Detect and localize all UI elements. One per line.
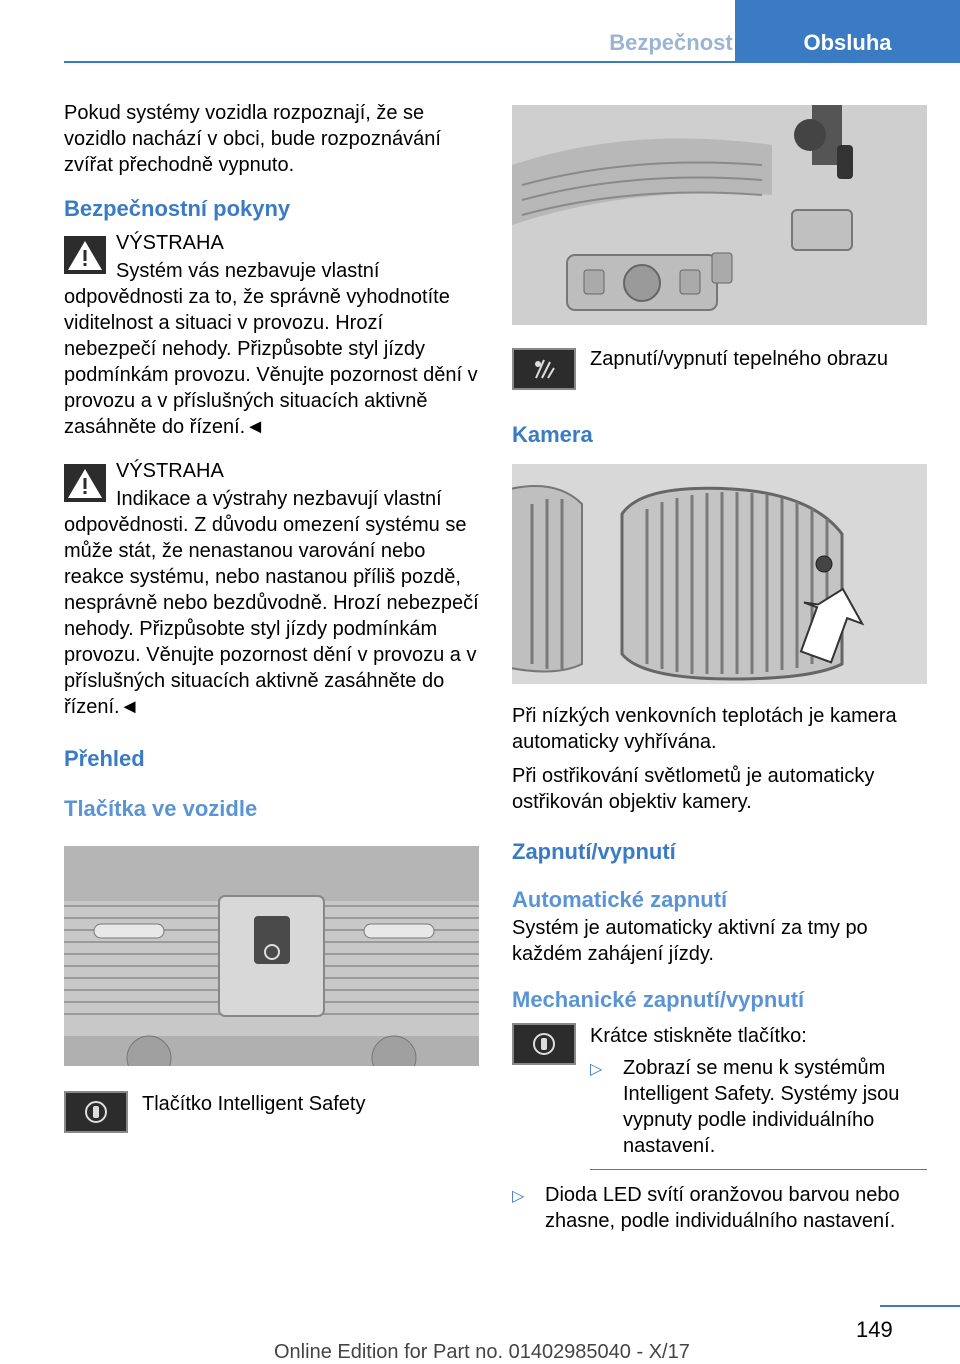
camera-paragraph-2: Při ostřikování světlometů je automaticky ostřikován objektiv kamery. [512, 765, 875, 813]
warning-title: VÝSTRAHA [116, 232, 224, 254]
dashboard-button-photo [64, 846, 479, 1066]
page-number: 149 [856, 1317, 893, 1342]
page-header [607, 0, 960, 62]
camera-paragraph-1: Při nízkých venkovních teplotách je kamera automaticky vyhřívána. [512, 705, 897, 753]
warning-block-1 [64, 228, 479, 440]
header-rule [64, 61, 960, 63]
left-column [64, 100, 479, 1133]
manual-heading: Mechanické zapnutí/vypnutí [512, 987, 805, 1012]
warning-text: Indikace a výstrahy nezbavují vlastní odpovědnosti. Z důvodu omezení systému se může stát, že nenastanou varování nebo reakce systému, nebo nastanou příliš pozdě, nesprávně nebo bezdůvodně. Hrozí nebezpečí nehody. Přizpůsobte styl jízdy podmínkám provozu. Věnujte pozornost dění v provozu a v příslušných situacích aktivně zasáhněte do řízení.◄ [64, 488, 479, 718]
auto-heading: Automatické zapnutí [512, 887, 728, 912]
button-caption-row [64, 1091, 479, 1133]
light-switch-photo [512, 105, 927, 325]
auto-text: Systém je automaticky aktivní za tmy po každém zahájení jízdy. [512, 917, 868, 965]
header-section: Bezpečnost [609, 30, 733, 55]
warning-block-2 [64, 456, 479, 720]
manual-caption: Krátce stiskněte tlačítko: [590, 1025, 807, 1047]
onoff-heading: Zapnutí/vypnutí [512, 839, 676, 864]
safety-heading: Bezpečnostní pokyny [64, 196, 291, 221]
edition-note: Online Edition for Part no. 01402985040 - X/17 [274, 1341, 690, 1363]
intelligent-safety-icon [512, 1023, 576, 1065]
overview-heading: Přehled [64, 746, 145, 771]
manual-caption-row [512, 1023, 927, 1180]
list-item [512, 1182, 927, 1234]
warning-text: Systém vás nezbavuje vlastní odpovědnosti za to, že správně vyhodnotíte viditelnost a situaci v provozu. Hrozí nebezpečí nehody. Přizpůsobte styl jízdy podmínkám provozu. Věnujte pozornost dění v provozu a v příslušných situacích aktivně zasáhněte do řízení.◄ [64, 260, 478, 438]
bullet-triangle-icon: ▷ [512, 1188, 525, 1205]
camera-heading: Kamera [512, 422, 593, 447]
thermal-caption: Zapnutí/vypnutí tepelného obrazu [590, 348, 888, 370]
list-item [590, 1055, 927, 1170]
intro-paragraph: Pokud systémy vozidla rozpoznají, že se vozidlo nachází v obci, bude rozpoznávání zvířat přechodně vypnuto. [64, 102, 441, 176]
thermal-image-icon [512, 348, 576, 390]
bullet-text: Zobrazí se menu k systémům Intelligent Safety. Systémy jsou vypnuty podle individuálního nastavení. [623, 1057, 900, 1157]
manual-content [590, 1023, 927, 1180]
right-column [512, 105, 927, 1234]
bullet-triangle-icon: ▷ [590, 1061, 603, 1078]
camera-grille-photo [512, 464, 927, 684]
intelligent-safety-icon [64, 1091, 128, 1133]
bullet-text: Dioda LED svítí oranžovou barvou nebo zhasne, podle individuálního nastavení. [545, 1184, 900, 1232]
footer-rule [880, 1305, 960, 1307]
warning-triangle-icon [64, 464, 106, 502]
buttons-heading: Tlačítka ve vozidle [64, 796, 258, 821]
thermal-caption-row [512, 348, 927, 390]
button-caption: Tlačítko Intelligent Safety [142, 1093, 366, 1115]
warning-title: VÝSTRAHA [116, 460, 224, 482]
warning-triangle-icon [64, 236, 106, 274]
header-chapter: Obsluha [735, 0, 960, 62]
